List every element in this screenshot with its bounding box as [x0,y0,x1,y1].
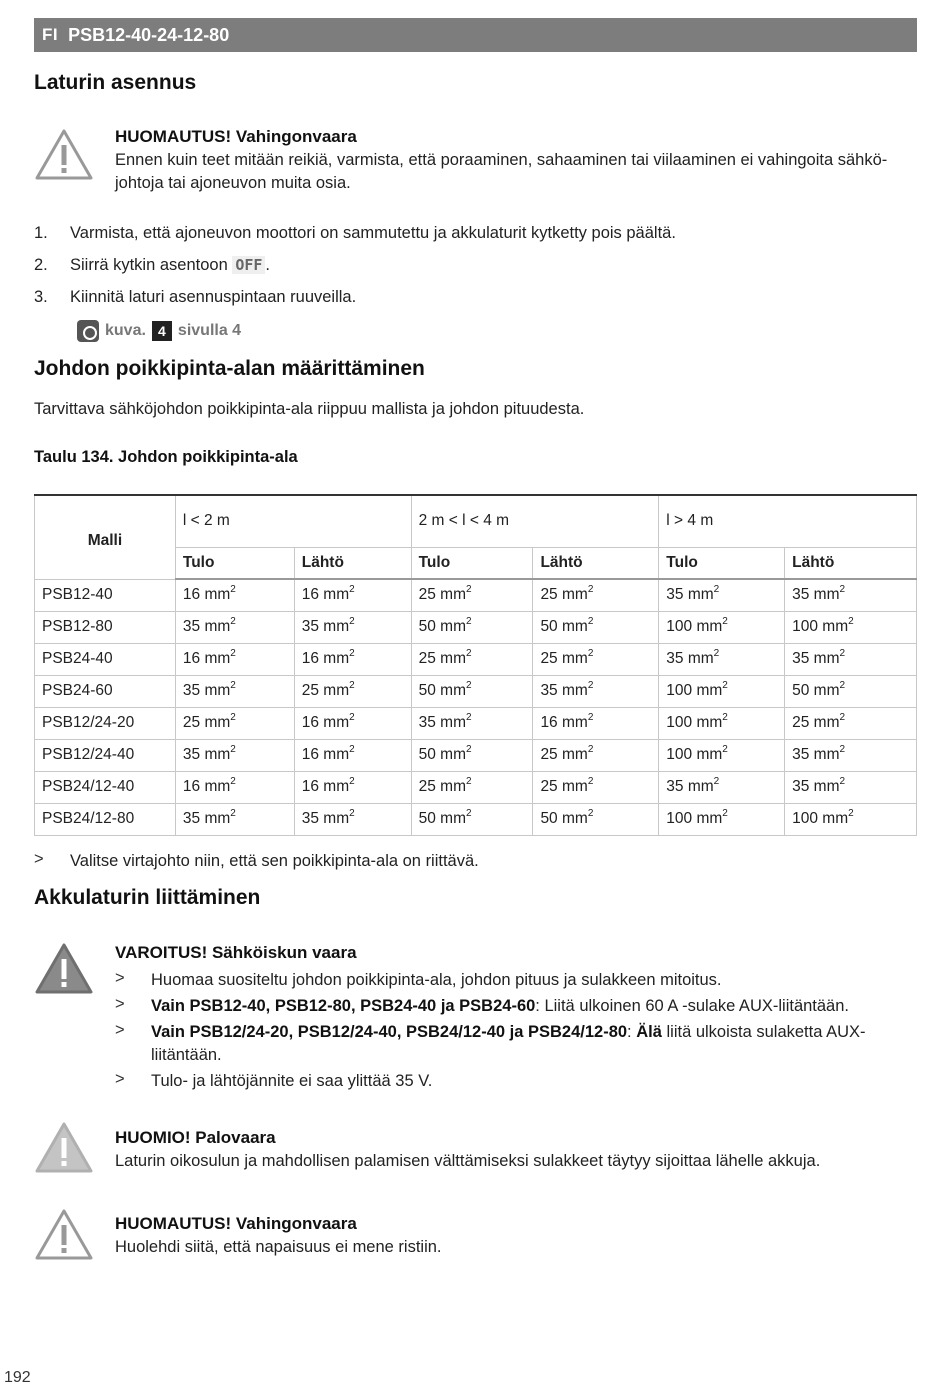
table-row [35,707,917,739]
table-cell-value: 100 $mm^2$ [659,739,785,771]
table-cell-value: 50 $mm^2$ [411,803,533,835]
table-cell-value: 35 $mm^2$ [175,803,294,835]
table-cell-value: 16 $mm^2$ [294,707,411,739]
model-title: PSB12-40-24-12-80 [68,24,230,45]
step-number: 2. [34,256,48,274]
step-number: 1. [34,224,48,242]
table-cell-value: 50 $mm^2$ [533,803,659,835]
warning-item: > Huomaa suositeltu johdon poikkipinta-ala, johdon pituus ja sulakkeen mitoitus. [115,969,722,989]
table-cell-value: 50 $mm^2$ [785,675,917,707]
warning-triangle-light-icon [34,1121,94,1175]
instruction-text: Valitse virtajohto niin, että sen poikkipinta-ala on riittävä. [70,852,479,870]
table-header-group: l > 4 m [659,495,917,547]
warning-triangle-outline-icon [34,128,94,182]
table-row [35,739,917,771]
language-code: FI [42,25,59,44]
table-cell-value: 100 $mm^2$ [785,611,917,643]
caution-title: HUOMIO! Palovaara [115,1128,276,1147]
table-row [35,675,917,707]
bullet-marker: > [34,850,44,868]
warning-item: > Tulo- ja lähtöjännite ei saa ylittää 35 V. [115,1070,433,1090]
table-cell-model: PSB24-60 [35,675,176,707]
table-cell-value: 100 $mm^2$ [659,611,785,643]
table-cell-value: 25 $mm^2$ [411,771,533,803]
table-cell-value: 35 $mm^2$ [175,739,294,771]
table-cell-value: 25 $mm^2$ [411,643,533,675]
step-3 [34,288,356,307]
section-intro: Tarvittava sähköjohdon poikkipinta-ala riippuu mallista ja johdon pituudesta. [34,400,585,418]
table-row [35,803,917,835]
table-cell-value: 35 $mm^2$ [175,611,294,643]
table-cell-value: 35 $mm^2$ [659,579,785,611]
table-cell-value: 35 $mm^2$ [411,707,533,739]
table-cell-value: 35 $mm^2$ [659,771,785,803]
table-cell-model: PSB24/12-40 [35,771,176,803]
notice-title: HUOMAUTUS! Vahingonvaara [115,1214,357,1233]
notice-text: Ennen kuin teet mitään reikiä, varmista, että poraaminen, sahaaminen tai viilaaminen ei vahingoita sähkö-johtoja tai ajoneuvon muita osia. [115,151,888,192]
warning-triangle-outline-icon [34,1208,94,1262]
table-cell-model: PSB12-80 [35,611,176,643]
figure-label: kuva. [105,322,146,339]
table-header-model: Malli [35,495,176,579]
step-text: Varmista, että ajoneuvon moottori on sammutettu ja akkulaturit kytketty pois päältä. [70,224,676,242]
table-row [35,771,917,803]
table-cell-value: 100 $mm^2$ [659,803,785,835]
table-cell-value: 16 $mm^2$ [294,579,411,611]
table-cell-value: 50 $mm^2$ [411,675,533,707]
table-cell-value: 25 $mm^2$ [411,579,533,611]
off-switch-label: OFF [232,256,265,274]
table-cell-value: 35 $mm^2$ [533,675,659,707]
section-heading-installation: Laturin asennus [34,71,197,94]
warning-item: > Vain PSB12/24-20, PSB12/24-40, PSB24/12-40 ja PSB24/12-80: Älä liitä ulkoista sulaketta AUX-liitäntään. [115,1021,866,1064]
table-cell-value: 100 $mm^2$ [659,707,785,739]
table-cell-model: PSB12/24-40 [35,739,176,771]
table-cell-value: 25 $mm^2$ [533,643,659,675]
figure-page: sivulla 4 [177,322,242,339]
table-subheader: Lähtö [533,547,659,579]
table-cell-model: PSB24/12-80 [35,803,176,835]
instruction-item [34,850,830,873]
section-heading-connecting-charger: Akkulaturin liittäminen [34,886,261,909]
table-cell-value: 16 $mm^2$ [533,707,659,739]
table-cell-value: 35 $mm^2$ [175,675,294,707]
table-cell-value: 25 $mm^2$ [294,675,411,707]
figure-number: 4 [152,321,172,341]
step-text: Siirrä kytkin asentoon OFF . [70,256,271,274]
page-number: 192 [4,1369,31,1386]
step-text: Kiinnitä laturi asennuspintaan ruuveilla. [70,288,357,306]
table-cell-value: 25 $mm^2$ [785,707,917,739]
table-cell-value: 25 $mm^2$ [533,739,659,771]
step-2 [34,256,270,275]
warning-item: > Vain PSB12-40, PSB12-80, PSB24-40 ja PSB24-60: Liitä ulkoinen 60 A -sulake AUX-liitäntään. [115,995,849,1015]
table-cell-value: 25 $mm^2$ [533,579,659,611]
table-header-group: 2 m < l < 4 m [411,495,659,547]
warning-title: VAROITUS! Sähköiskun vaara [115,943,357,962]
table-cell-value: 35 $mm^2$ [785,579,917,611]
figure-reference[interactable] [77,320,241,342]
section-heading-cable-cross-section: Johdon poikkipinta-alan määrittäminen [34,357,425,380]
notice-text: Huolehdi siitä, että napaisuus ei mene ristiin. [115,1238,442,1256]
table-row [35,611,917,643]
table-header-group: l < 2 m [175,495,411,547]
cable-cross-section-table [34,494,917,836]
table-cell-value: 100 $mm^2$ [659,675,785,707]
table-cell-value: 25 $mm^2$ [175,707,294,739]
table-subheader: Lähtö [785,547,917,579]
table-cell-model: PSB12-40 [35,579,176,611]
step-number: 3. [34,288,48,306]
table-cell-value: 16 $mm^2$ [175,579,294,611]
table-cell-value: 35 $mm^2$ [785,739,917,771]
table-subheader: Lähtö [294,547,411,579]
warning-triangle-filled-icon [34,942,94,996]
step-1 [34,224,676,243]
table-cell-value: 35 $mm^2$ [294,611,411,643]
table-cell-value: 35 $mm^2$ [294,803,411,835]
camera-icon [77,320,99,342]
table-cell-value: 50 $mm^2$ [533,611,659,643]
table-cell-model: PSB24-40 [35,643,176,675]
table-cell-value: 25 $mm^2$ [533,771,659,803]
table-subheader: Tulo [175,547,294,579]
table-caption: Taulu 134. Johdon poikkipinta-ala [34,448,298,466]
table-subheader: Tulo [659,547,785,579]
table-row [35,643,917,675]
table-cell-value: 35 $mm^2$ [785,771,917,803]
table-cell-value: 100 $mm^2$ [785,803,917,835]
table-cell-value: 35 $mm^2$ [785,643,917,675]
table-cell-model: PSB12/24-20 [35,707,176,739]
table-cell-value: 50 $mm^2$ [411,611,533,643]
table-cell-value: 16 $mm^2$ [294,643,411,675]
table-subheader: Tulo [411,547,533,579]
table-cell-value: 16 $mm^2$ [175,771,294,803]
table-row [35,579,917,611]
table-cell-value: 16 $mm^2$ [294,739,411,771]
header-bar [34,18,917,52]
table-cell-value: 16 $mm^2$ [175,643,294,675]
notice-title: HUOMAUTUS! Vahingonvaara [115,127,357,146]
table-cell-value: 35 $mm^2$ [659,643,785,675]
table-cell-value: 16 $mm^2$ [294,771,411,803]
caution-text: Laturin oikosulun ja mahdollisen palamisen välttämiseksi sulakkeet täytyy sijoittaa lähelle akkuja. [115,1152,821,1170]
table-cell-value: 50 $mm^2$ [411,739,533,771]
